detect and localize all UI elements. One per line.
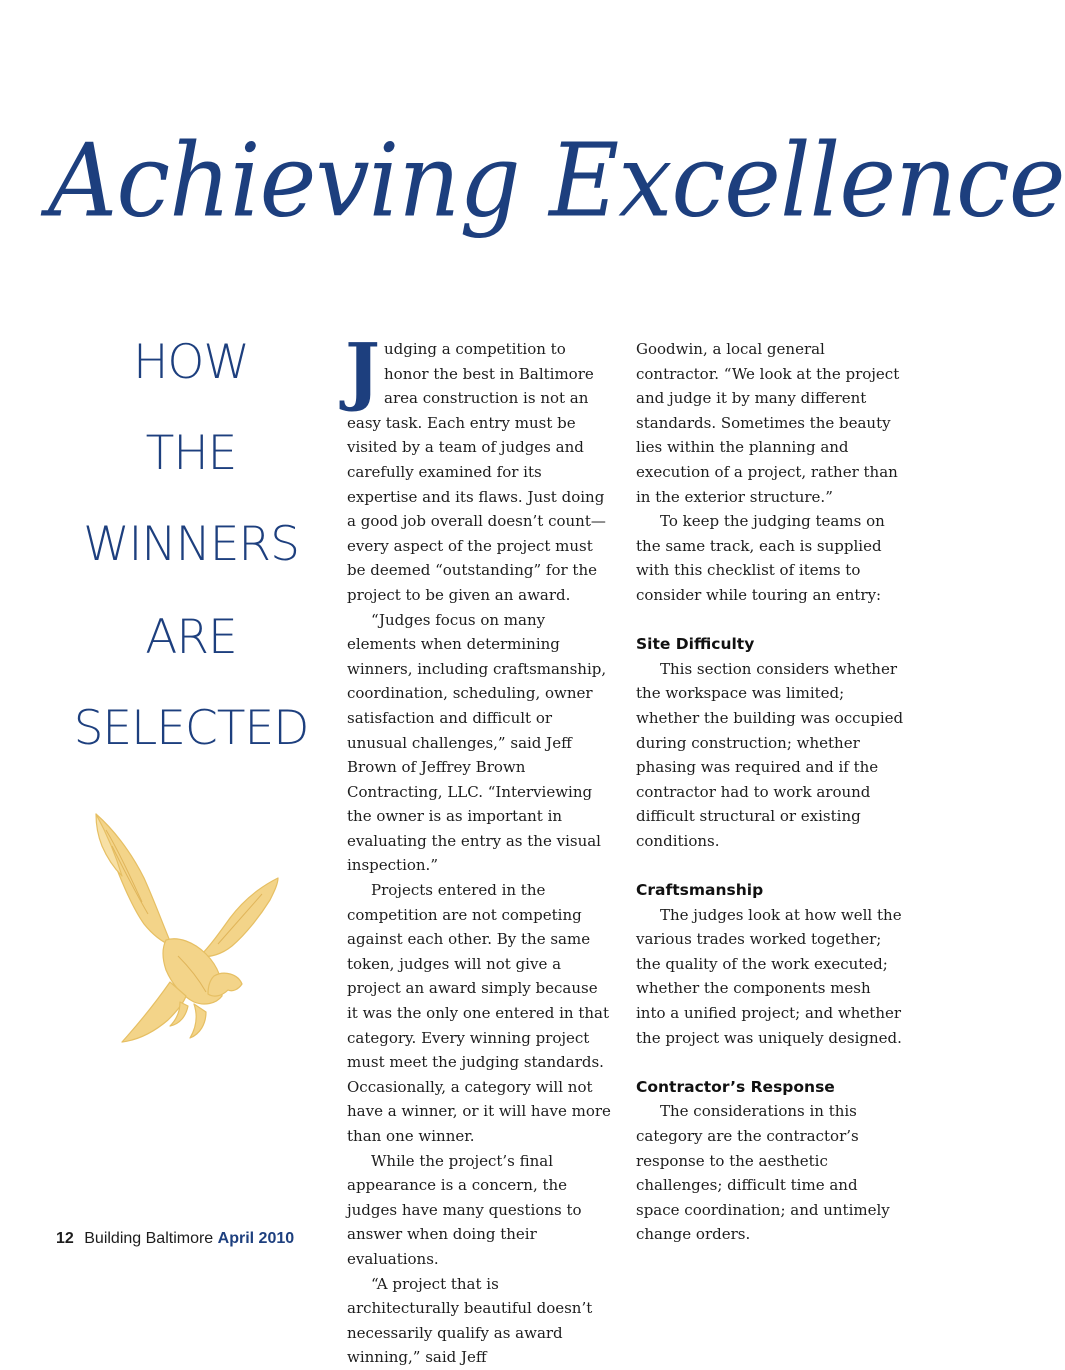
side-heading-the: THE	[145, 426, 237, 481]
side-heading-are: ARE	[145, 610, 237, 665]
article-paragraph: “Judges focus on many elements when determining winners, including craftsmanship, coordination, scheduling, owner satisfaction and difficult or unusual challenges,” said Jeff Brown of Jeffrey Brown Contracting, LLC. “Interviewing the owner is as important in evaluating the entry as the visual inspection.”	[347, 610, 607, 875]
side-heading-selected: SELECTED	[73, 701, 309, 756]
page-number: 12	[56, 1230, 74, 1247]
side-heading-winners: WINNERS	[83, 517, 299, 572]
drop-cap: J	[345, 328, 381, 414]
publication-name: Building Baltimore	[84, 1230, 214, 1247]
section-heading-contractors-response: Contractor’s Response	[636, 1077, 835, 1096]
side-heading-how: HOW	[133, 335, 249, 390]
issue-date: April 2010	[217, 1230, 295, 1247]
article-paragraph: Goodwin, a local general contractor. “We look at the project and judge it by many different standards. Sometimes the beauty lies within the planning and execution of a project, rather than in the exterior structure.”	[636, 340, 900, 506]
article-paragraph: Projects entered in the competition are not competing against each other. By the same token, judges will not give a project an award simply because it was the only one entered in that category. Every winning project must meet the judging standards. Occasionally, a category will not have a winner, or it will have more than one winner.	[347, 881, 611, 1145]
article-paragraph: To keep the judging teams on the same track, each is supplied with this checklist of items to consider while touring an entry:	[636, 512, 885, 604]
section-body: This section considers whether the workspace was limited; whether the building was occupied during construction; whether phasing was required and if the contractor had to work around difficult structural or existing conditions.	[636, 659, 904, 850]
page-title: Achieving Excellence	[48, 122, 1065, 240]
article-column-2	[636, 337, 904, 1247]
article-paragraph: “A project that is architecturally beautiful doesn’t necessarily qualify as award winning,” said Jeff	[347, 1274, 593, 1367]
article-column-1	[345, 328, 611, 1370]
page-footer	[56, 1230, 294, 1248]
section-body: The considerations in this category are the contractor’s response to the aesthetic challenges; difficult time and space coordination; and untimely change orders.	[636, 1102, 890, 1244]
eagle-illustration	[82, 806, 294, 1056]
article-paragraph: While the project’s final appearance is a concern, the judges have many questions to answer when doing their evaluations.	[347, 1151, 582, 1268]
article-paragraph	[345, 328, 611, 608]
section-heading-site-difficulty: Site Difficulty	[636, 635, 755, 654]
paragraph-text: udging a competition to honor the best in Baltimore area construction is not an easy task. Each entry must be visited by a team of judges and carefully examined for its expertise and its flaws. Just doing a good job overall doesn’t count—every aspect of the project must be deemed “outstanding” for the project to be given an award.	[347, 340, 606, 604]
section-body: The judges look at how well the various trades worked together; the quality of the work executed; whether the components mesh into a unified project; and whether the project was uniquely designed.	[636, 905, 902, 1047]
section-heading-craftsmanship: Craftsmanship	[636, 881, 764, 900]
